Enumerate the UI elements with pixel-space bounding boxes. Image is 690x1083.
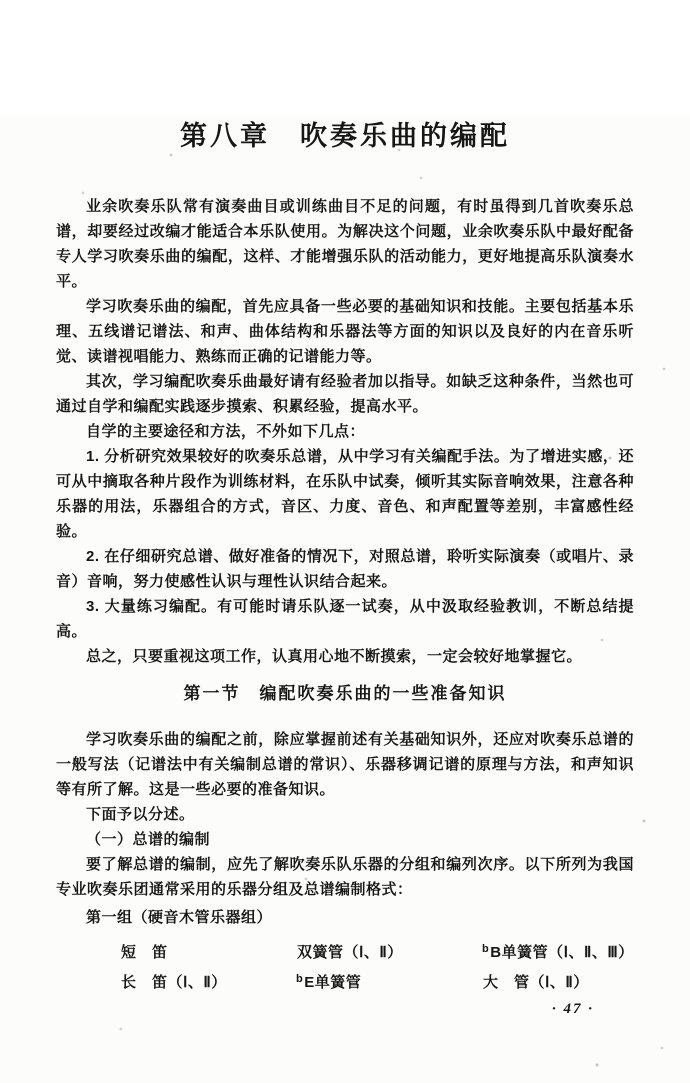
instrument-name: 大 管（Ⅰ、Ⅱ） bbox=[483, 974, 589, 991]
book-page bbox=[0, 116, 690, 1083]
paragraph-section-1: 学习吹奏乐曲的编配之前，除应掌握前述有关基础知识外，还应对吹奏乐总谱的一般写法（记谱法中有关编制总谱的常识）、乐器移调记谱的原理与方法，和声知识等有所了解。这是一些必要的准备知识。 bbox=[56, 731, 634, 798]
instrument-group-title: 第一组（硬音木管乐器组） bbox=[86, 909, 273, 926]
instrument-name: B单簧管（Ⅰ、Ⅱ、Ⅲ） bbox=[490, 944, 634, 961]
instrument-table bbox=[120, 940, 634, 997]
section-title: 第一节 编配吹奏乐曲的一些准备知识 bbox=[183, 684, 507, 703]
paragraph-list-item-1: 1. 分析研究效果较好的吹奏乐总谱，从中学习有关编配手法。为了增进实感，还可从中摘取各种片段作为训练材料，在乐队中试奏，倾听其实际音响效果，注意各种乐器的用法，乐器组合的方式，音区、力度、音色、和声配置等差别，丰富感性经验。 bbox=[56, 448, 634, 540]
chapter-title: 第八章 吹奏乐曲的编配 bbox=[180, 121, 510, 151]
paragraph-intro-3: 其次，学习编配吹奏乐曲最好请有经验者加以指导。如缺乏这种条件，当然也可通过自学和编配实践逐步摸索、积累经验，提高水平。 bbox=[56, 373, 634, 415]
paragraph-intro-4: 自学的主要途径和方法，不外如下几点： bbox=[86, 423, 366, 440]
instrument-name: 长 笛（Ⅰ、Ⅱ） bbox=[121, 974, 227, 991]
scan-noise bbox=[0, 116, 2, 118]
instrument-cell bbox=[296, 940, 482, 967]
paragraph-subsection: 要了解总谱的编制，应先了解吹奏乐队乐器的分组和编列次序。以下所列为我国专业吹奏乐团通常采用的乐器分组及总谱编制格式： bbox=[56, 856, 634, 898]
paragraph-summary: 总之，只要重视这项工作，认真用心地不断摸索，一定会较好地掌握它。 bbox=[86, 648, 583, 665]
page-number: · 47 · bbox=[552, 1001, 594, 1017]
instrument-cell bbox=[120, 970, 296, 997]
paragraph-list-item-2: 2. 在仔细研究总谱、做好准备的情况下，对照总谱，聆听实际演奏（或唱片、录音）音响，努力使感性认识与理性认识结合起来。 bbox=[56, 548, 634, 590]
instrument-cell bbox=[120, 940, 296, 967]
paragraph-section-2: 下面予以分述。 bbox=[86, 806, 195, 823]
instrument-cell bbox=[482, 970, 634, 997]
instrument-cell bbox=[482, 940, 634, 967]
paragraph-intro-1: 业余吹奏乐队常有演奏曲目或训练曲目不足的问题，有时虽得到几首吹奏乐总谱，却要经过改编才能适合本乐队使用。为解决这个问题，业余吹奏乐队中最好配备专人学习吹奏乐曲的编配，这样、才能增强乐队的活动能力，更好地提高乐队演奏水平。 bbox=[56, 198, 634, 290]
instrument-cell bbox=[296, 970, 482, 997]
subsection-title: （一）总谱的编制 bbox=[86, 831, 211, 848]
paragraph-list-item-3: 3. 大量练习编配。有可能时请乐队逐一试奏，从中汲取经验教训，不断总结提高。 bbox=[56, 598, 634, 640]
instrument-name: 短 笛 bbox=[121, 944, 168, 961]
paragraph-intro-2: 学习吹奏乐曲的编配，首先应具备一些必要的基础知识和技能。主要包括基本乐理、五线谱记谱法、和声、曲体结构和乐器法等方面的知识以及良好的内在音乐听觉、读谱视唱能力、熟练而正确的记谱能力等。 bbox=[56, 298, 634, 365]
flat-sign: b bbox=[296, 973, 304, 985]
instrument-name: E单簧管 bbox=[304, 974, 362, 991]
instrument-name: 双簧管（Ⅰ、Ⅱ） bbox=[297, 944, 403, 961]
flat-sign: b bbox=[482, 943, 490, 955]
